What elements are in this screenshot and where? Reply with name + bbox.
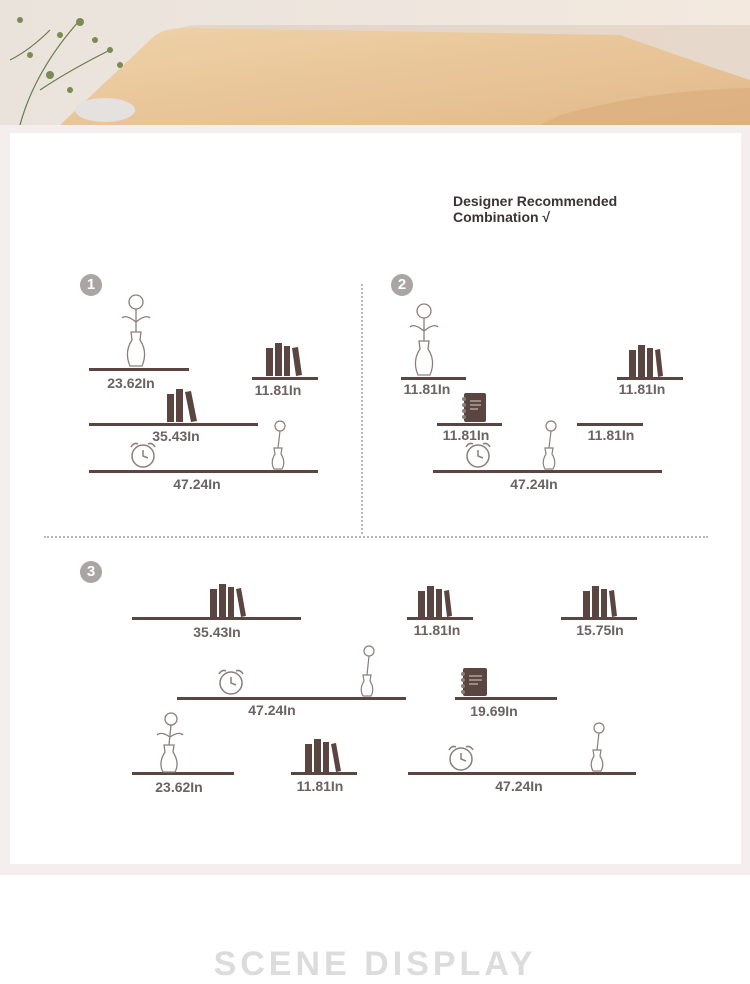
shelf-label: 47.24In: [495, 778, 543, 794]
shelf-label: 11.81In: [254, 382, 302, 398]
shelf: [433, 470, 662, 473]
shelf: [132, 617, 301, 620]
alarm-clock-icon: [463, 441, 493, 469]
books-icon: [167, 388, 203, 422]
shelf-label: 11.81In: [296, 778, 344, 794]
recommend-line-2: Combination √: [453, 209, 551, 225]
shelf-label: 23.62In: [155, 779, 203, 795]
flower-vase-icon: [537, 420, 561, 470]
books-icon: [418, 585, 452, 617]
books-icon: [266, 340, 302, 376]
diagram-card: [10, 133, 741, 864]
notebook-icon: [460, 667, 488, 697]
shelf: [291, 772, 357, 775]
books-icon: [210, 583, 246, 617]
books-icon: [629, 344, 663, 377]
shelf: [177, 697, 406, 700]
shelf-label: 11.81In: [413, 622, 461, 638]
shelf-label: 15.75In: [576, 622, 624, 638]
flower-vase-icon: [585, 722, 609, 772]
combo-2-badge: 2: [391, 274, 413, 296]
shelf: [577, 423, 643, 426]
shelf-label: 35.43In: [193, 624, 241, 640]
scene-display-title: SCENE DISPLAY: [213, 945, 537, 983]
shelf-label: 11.81In: [403, 381, 451, 397]
shelf: [455, 697, 557, 700]
alarm-clock-icon: [216, 668, 246, 696]
notebook-icon: [461, 392, 487, 423]
shelf: [89, 368, 189, 371]
shelf-label: 11.81In: [618, 381, 666, 397]
combo-3-badge: 3: [80, 561, 102, 583]
recommend-line-1: Designer Recommended: [453, 193, 618, 209]
shelf: [89, 470, 318, 473]
books-icon: [305, 738, 341, 772]
shelf-label: 47.24In: [248, 702, 296, 718]
shelf-label: 19.69In: [470, 703, 518, 719]
horizontal-divider: [44, 536, 708, 538]
shelf: [561, 617, 637, 620]
flower-vase-icon: [266, 420, 290, 470]
vertical-divider: [361, 284, 363, 534]
flower-vase-icon: [355, 645, 379, 697]
shelf: [437, 423, 502, 426]
flower-vase-icon: [153, 711, 185, 773]
shelf: [252, 377, 318, 380]
shelf: [408, 772, 636, 775]
product-photo: [0, 0, 750, 125]
shelf-label: 47.24In: [173, 476, 221, 492]
shelf-label: 47.24In: [510, 476, 558, 492]
books-icon: [583, 585, 617, 617]
shelf: [407, 617, 473, 620]
shelf: [401, 377, 466, 380]
alarm-clock-icon: [128, 441, 158, 469]
shelf: [89, 423, 258, 426]
shelf-label: 35.43In: [152, 428, 200, 444]
flower-vase-icon: [406, 301, 442, 377]
alarm-clock-icon: [446, 744, 476, 772]
shelf-photo-image: [0, 0, 750, 125]
flower-vase-icon: [118, 292, 154, 368]
shelf: [617, 377, 683, 380]
combo-1-badge: 1: [80, 274, 102, 296]
shelf-label: 23.62In: [107, 375, 155, 391]
shelf-label: 11.81In: [587, 427, 635, 443]
shelf-label: 11.81In: [442, 427, 490, 443]
recommend-note: [453, 193, 663, 225]
